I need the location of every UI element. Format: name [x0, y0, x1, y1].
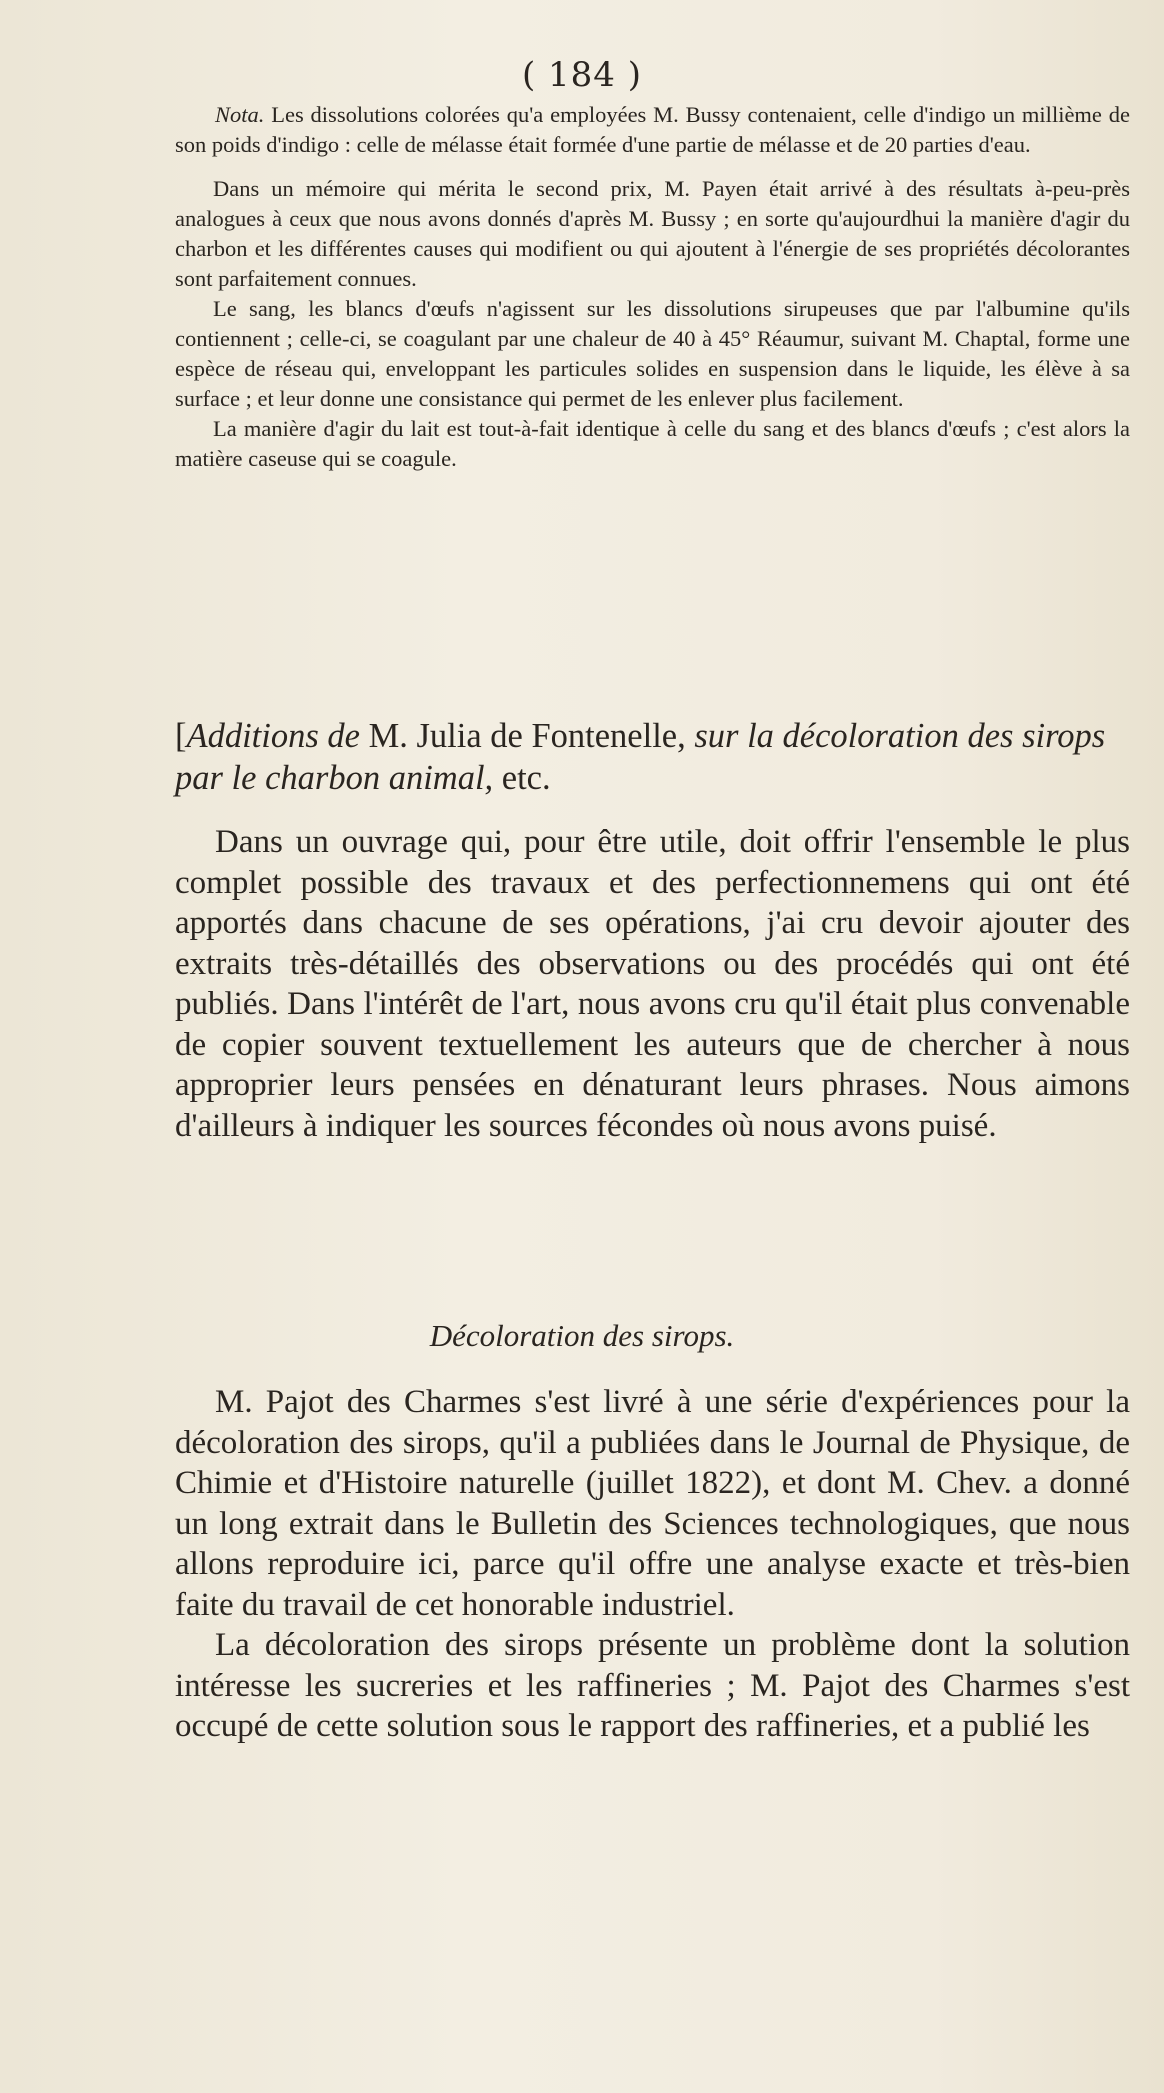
nota-label: Nota. [215, 102, 265, 127]
subheading-decoloration: Décoloration des sirops. [429, 1318, 735, 1353]
paragraph-payen: Dans un mémoire qui mérita le second prix, M. Payen était arrivé à des résultats à-peu-près analogues à ceux que nous avons donnés d'après M. Bussy ; en sorte qu'aujourdhui la manière d'agir du charbon et les différentes causes qui modifient ou qui ajoutent à l'énergie de ses propriétés décolorantes sont parfaitement connues. [175, 176, 1130, 291]
heading-bracket: [ [175, 717, 187, 755]
main-text [175, 1382, 1130, 1747]
heading-author: M. Julia de Fontenelle, [359, 717, 695, 755]
nota-text: Les dissolutions colorées qu'a employées M. Bussy contenaient, celle d'indigo un millième de son poids d'indigo : celle de mélasse était formée d'une partie de mélasse et de 20 parties d'eau. [175, 102, 1130, 157]
paragraph-intro: Dans un ouvrage qui, pour être utile, doit offrir l'ensemble le plus complet possible des travaux et des perfectionnemens qui ont été apportés dans chacune de ses opérations, j'ai cru devoir ajouter des extraits très-détaillés des observations ou des procédés qui ont été publiés. Dans l'intérêt de l'art, nous avons cru qu'il était plus convenable de copier souvent textuellement les auteurs que de chercher à nous approprier leurs pensées en dénaturant leurs phrases. Nous aimons d'ailleurs à indiquer les sources fécondes où nous avons puisé. [175, 824, 1130, 1144]
notes-block [175, 100, 1130, 474]
intro-text [175, 822, 1130, 1146]
paragraph-sang: Le sang, les blancs d'œufs n'agissent sur les dissolutions sirupeuses que par l'albumine qu'ils contiennent ; celle-ci, se coagulant par une chaleur de 40 à 45° Réaumur, suivant M. Chaptal, forme une espèce de réseau qui, enveloppant les particules solides en suspension dans le liquide, les élève à sa surface ; et leur donne une consistance qui permet de les enlever plus facilement. [175, 296, 1130, 411]
heading-additions: Additions de [186, 717, 360, 755]
nota-paragraph [175, 100, 1130, 160]
paragraph-pajot: M. Pajot des Charmes s'est livré à une série d'expériences pour la décoloration des sirops, qu'il a publiées dans le Journal de Physique, de Chimie et d'Histoire naturelle (juillet 1822), et dont M. Chev. a donné un long extrait dans le Bulletin des Sciences technologiques, que nous allons reproduire ici, parce qu'il offre une analyse exacte et très-bien faite du travail de cet honorable industriel. [175, 1384, 1130, 1623]
paragraph-probleme: La décoloration des sirops présente un problème dont la solution intéresse les sucreries et les raffineries ; M. Pajot des Charmes s'est occupé de cette solution sous le rapport des raffineries, et a publié les [175, 1627, 1130, 1744]
heading-subject: sur la décoloration des sirops par le charbon animal, [175, 717, 1106, 797]
section-heading [175, 715, 1135, 799]
heading-etc: etc. [493, 759, 551, 797]
page-number: ( 184 ) [521, 55, 643, 95]
paragraph-lait: La manière d'agir du lait est tout-à-fait identique à celle du sang et des blancs d'œufs ; c'est alors la matière caseuse qui se coagule. [175, 416, 1130, 471]
